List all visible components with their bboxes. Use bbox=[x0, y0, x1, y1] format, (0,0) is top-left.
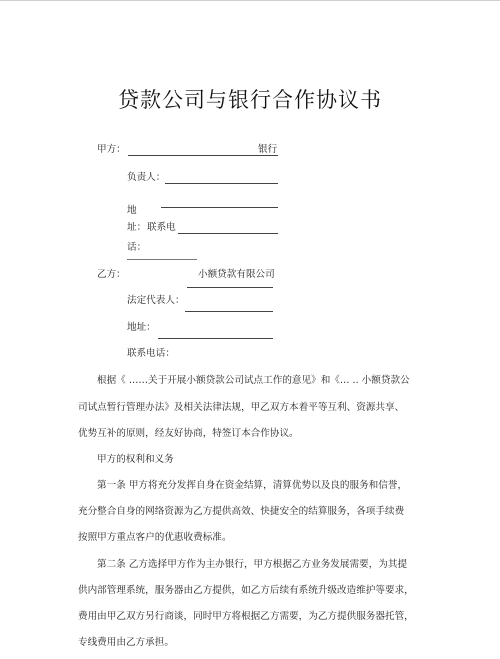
article-2-line-3: 费用由甲乙双方另行商谈，同时甲方将根据乙方需要，为乙方提供服务器托管， bbox=[78, 611, 414, 622]
party-b-legal-rep-underline bbox=[185, 311, 273, 312]
party-b-address-label: 地址： bbox=[127, 322, 156, 333]
article-2-line-1: 第二条 乙方选择甲方作为主办银行，甲方根据乙方业务发展需要，为其提 bbox=[97, 559, 408, 570]
party-b-legal-rep-label: 法定代表人： bbox=[127, 295, 185, 306]
paragraph-1-line-1: 根据《 ……关于开展小额贷款公司试点工作的意见》和《… .. 小额贷款公 bbox=[97, 375, 410, 386]
party-a-phone-label-2: 话： bbox=[127, 242, 147, 253]
paragraph-1-line-3: 优势互补的原则，经友好协商，特签订本合作协议。 bbox=[78, 428, 299, 439]
party-a-separator-line bbox=[127, 259, 197, 260]
party-a-phone-label-1: 联系电 bbox=[147, 222, 176, 233]
party-a-responsible-label: 负责人： bbox=[127, 172, 166, 183]
party-b-address-underline bbox=[158, 338, 273, 339]
page-top-border bbox=[0, 0, 500, 1]
party-a-responsible-underline bbox=[165, 183, 278, 184]
party-a-address-label-2: 址： bbox=[127, 222, 147, 233]
party-b-phone-label: 联系电话： bbox=[127, 348, 175, 359]
party-b-underline bbox=[187, 287, 273, 288]
section-heading: 甲方的权利和义务 bbox=[97, 454, 174, 465]
party-b-value: 小额贷款有限公司 bbox=[198, 269, 275, 280]
party-b-label: 乙方： bbox=[97, 269, 126, 280]
document-title: 贷款公司与银行合作协议书 bbox=[118, 88, 382, 112]
party-a-phone-underline bbox=[178, 233, 278, 234]
article-2-line-2: 供内部管理系统，服务器由乙方提供，如乙方后续有系统升级改造维护等要求， bbox=[78, 585, 414, 596]
party-a-address-underline bbox=[161, 207, 278, 208]
article-1-line-1: 第一条 甲方将充分发挥自身在资金结算，清算优势以及良的服务和信誉， bbox=[97, 480, 408, 491]
article-1-line-3: 按照甲方重点客户的优惠收费标准。 bbox=[78, 532, 232, 543]
party-a-address-label-1: 地 bbox=[127, 205, 137, 216]
party-a-label: 甲方： bbox=[97, 144, 126, 155]
article-2-line-4: 专线费用由乙方承担。 bbox=[78, 637, 174, 648]
article-1-line-2: 充分整合自身的网络资源为乙方提供高效、快捷安全的结算服务，各项手续费 bbox=[78, 506, 405, 517]
paragraph-1-line-2: 司试点暂行管理办法》及相关法律法规，甲乙双方本着平等互利、资源共享、 bbox=[78, 402, 405, 413]
party-a-value: 银行 bbox=[258, 144, 278, 155]
party-a-underline bbox=[128, 155, 278, 156]
